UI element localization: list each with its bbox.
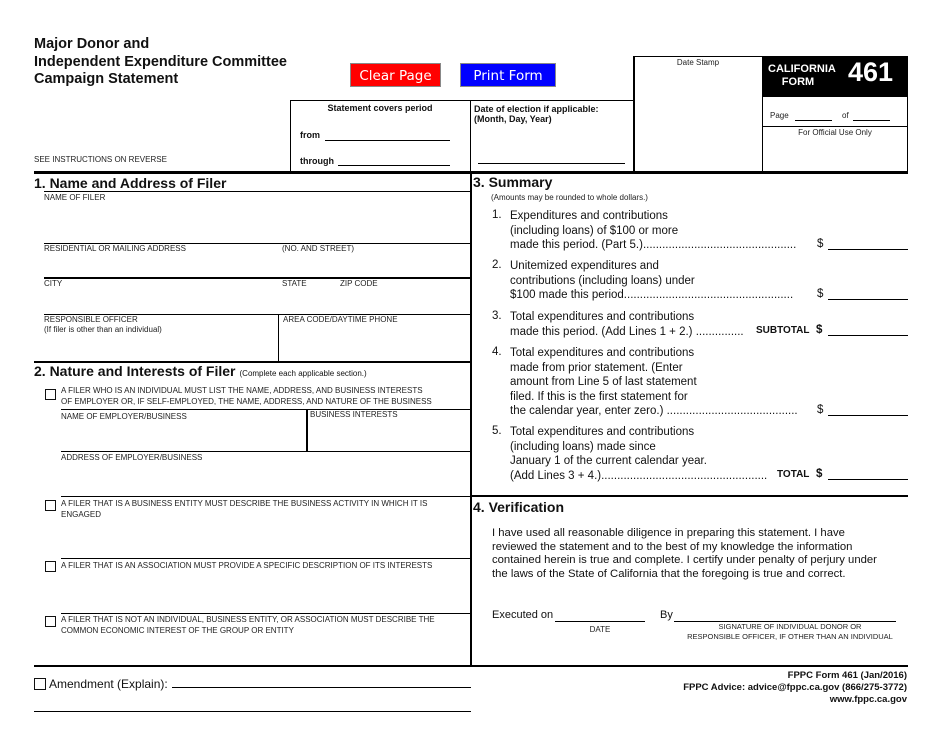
zip-label: ZIP CODE <box>340 279 378 288</box>
association-checkbox[interactable] <box>45 561 56 572</box>
summary-text-line: filed. If this is the first statement for <box>510 390 688 403</box>
page-total-input[interactable] <box>853 110 890 121</box>
date-stamp-label: Date Stamp <box>676 58 720 67</box>
amendment-explain-input-1[interactable] <box>172 674 471 688</box>
bottom-rule <box>34 665 908 667</box>
title-line-1: Major Donor and <box>34 36 150 52</box>
footer-advice: FPPC Advice: advice@fppc.ca.gov (866/275-3772) <box>683 682 907 693</box>
signature-caption-line: RESPONSIBLE OFFICER, IF OTHER THAN AN INDIVIDUAL <box>687 632 893 641</box>
election-date-input[interactable] <box>478 150 625 164</box>
summary-line-4-text <box>510 346 810 419</box>
name-of-filer-label: NAME OF FILER <box>44 193 106 202</box>
election-date-label <box>474 104 599 124</box>
form-number-badge <box>762 56 908 97</box>
summary-text-line: made this period. (Add Lines 1 + 2.) ............... <box>510 325 744 338</box>
summary-text-line: contributions (including loans) under <box>510 274 695 287</box>
executed-date-input[interactable] <box>555 608 645 622</box>
election-date-label-line2: (Month, Day, Year) <box>474 114 552 124</box>
phone-input[interactable] <box>283 341 468 355</box>
summary-text-line: January 1 of the current calendar year. <box>510 455 707 467</box>
divider <box>762 126 908 127</box>
verification-line: contained herein is true and complete. I certify under penalty of perjury under <box>492 554 877 566</box>
responsible-officer-input[interactable] <box>44 341 276 355</box>
section2-title <box>34 363 367 379</box>
summary-text-line: Total expenditures and contributions <box>510 426 695 438</box>
other-filer-text <box>61 615 435 636</box>
total-input[interactable] <box>828 466 908 480</box>
signature-caption-line: SIGNATURE OF INDIVIDUAL DONOR OR <box>718 622 862 631</box>
individual-filer-text <box>61 386 432 407</box>
mailing-address-input[interactable] <box>44 259 470 273</box>
subtotal-label: SUBTOTAL <box>756 325 810 336</box>
clear-page-button[interactable]: Clear Page <box>350 63 441 87</box>
summary-text-line: amount from Line 5 of last statement <box>510 376 697 388</box>
divider <box>44 191 470 192</box>
summary-text-line: Unitemized expenditures and <box>510 260 659 272</box>
summary-text-line: the calendar year, enter zero.) ......................................... <box>510 405 798 417</box>
summary-text-line: Expenditures and contributions <box>510 210 668 222</box>
summary-line-3-text <box>510 310 755 339</box>
signature-input[interactable] <box>674 608 896 622</box>
print-form-button[interactable]: Print Form <box>460 63 556 87</box>
summary-text-line: (including loans) of $100 or more <box>510 224 679 237</box>
footer-info <box>683 670 907 706</box>
of-label: of <box>842 111 849 120</box>
divider <box>306 409 308 452</box>
total-label: TOTAL <box>777 469 810 480</box>
period-from-input[interactable] <box>325 127 450 141</box>
summary-line-3-number: 3. <box>492 310 502 322</box>
phone-label: AREA CODE/DAYTIME PHONE <box>283 315 398 324</box>
mailing-address-label: RESIDENTIAL OR MAILING ADDRESS <box>44 244 186 253</box>
dollar-sign: $ <box>817 288 824 300</box>
individual-filer-checkbox[interactable] <box>45 389 56 400</box>
summary-line-1-text <box>510 209 810 253</box>
divider <box>471 495 908 497</box>
section2-title-text: 2. Nature and Interests of Filer <box>34 363 236 379</box>
summary-text-line: Total expenditures and contributions <box>510 311 695 323</box>
page-label: Page <box>770 111 789 120</box>
date-caption: DATE <box>589 625 611 634</box>
option-text-line: COMMON ECONOMIC INTEREST OF THE GROUP OR ENTITY <box>61 625 294 635</box>
amendment-label: Amendment (Explain): <box>49 677 168 691</box>
state-label: STATE <box>282 279 307 288</box>
title-line-2: Independent Expenditure Committee <box>34 53 287 70</box>
summary-line-5-number: 5. <box>492 425 502 437</box>
column-divider <box>470 174 472 666</box>
period-through-input[interactable] <box>338 152 450 166</box>
by-label: By <box>660 609 673 621</box>
section3-note: (Amounts may be rounded to whole dollars.) <box>491 193 648 202</box>
statement-period-heading: Statement covers period <box>327 103 433 113</box>
section4-title: 4. Verification <box>473 499 565 515</box>
verification-line: the laws of the State of California that the foregoing is true and correct. <box>492 567 846 580</box>
summary-line-5-text <box>510 425 774 483</box>
footer-website: www.fppc.ca.gov <box>829 694 907 705</box>
divider <box>61 558 471 559</box>
section3-title: 3. Summary <box>473 174 553 190</box>
option-text-line: A FILER WHO IS AN INDIVIDUAL MUST LIST THE NAME, ADDRESS, AND BUSINESS INTERESTS <box>61 386 423 395</box>
divider <box>290 100 634 101</box>
title-line-3: Campaign Statement <box>34 71 179 87</box>
divider <box>61 613 471 614</box>
through-label: through <box>300 156 334 166</box>
option-text-line: ENGAGED <box>61 509 102 519</box>
summary-text-line: made this period. (Part 5.)................................................ <box>510 239 797 251</box>
form-number: 461 <box>848 57 894 87</box>
amendment-checkbox[interactable] <box>34 678 46 690</box>
summary-text-line: (Add Lines 3 + 4.).................................................... <box>510 469 768 482</box>
official-use-label: For Official Use Only <box>798 128 872 137</box>
dollar-sign: $ <box>817 238 824 250</box>
subtotal-input[interactable] <box>828 322 908 336</box>
other-filer-checkbox[interactable] <box>45 616 56 627</box>
city-label: CITY <box>44 279 63 288</box>
summary-line-4-number: 4. <box>492 346 502 358</box>
employer-name-label: NAME OF EMPLOYER/BUSINESS <box>61 412 187 421</box>
form-title <box>34 36 287 89</box>
divider <box>61 496 471 497</box>
responsible-officer-note: (If filer is other than an individual) <box>44 325 162 334</box>
verification-line: I have used all reasonable diligence in preparing this statement. I have <box>492 527 845 539</box>
badge-line-2: FORM <box>781 76 815 88</box>
summary-line-2-text <box>510 259 810 303</box>
dollar-sign: $ <box>816 324 823 336</box>
summary-line-4-input[interactable] <box>828 402 908 416</box>
dollar-sign: $ <box>817 404 824 416</box>
verification-statement <box>492 527 877 581</box>
executed-on-label: Executed on <box>492 609 554 621</box>
option-text-line: A FILER THAT IS NOT AN INDIVIDUAL, BUSINESS ENTITY, OR ASSOCIATION MUST DESCRIBE THE <box>61 615 435 624</box>
verification-line: reviewed the statement and to the best of my knowledge the information <box>492 540 853 553</box>
divider <box>44 277 470 279</box>
summary-text-line: (including loans) made since <box>510 440 656 453</box>
option-text-line: OF EMPLOYER OR, IF SELF-EMPLOYED, THE NAME, ADDRESS, AND NATURE OF THE BUSINESS <box>61 396 432 406</box>
responsible-officer-label: RESPONSIBLE OFFICER <box>44 315 138 324</box>
section1-title: 1. Name and Address of Filer <box>34 175 227 191</box>
summary-line-1-input[interactable] <box>828 236 908 250</box>
city-state-zip-input[interactable] <box>44 293 470 307</box>
page-number-input[interactable] <box>795 110 832 121</box>
employer-address-label: ADDRESS OF EMPLOYER/BUSINESS <box>61 453 203 462</box>
dollar-sign: $ <box>816 468 823 480</box>
divider <box>633 56 635 172</box>
no-and-street-label: (NO. AND STREET) <box>282 244 355 253</box>
business-interests-label: BUSINESS INTERESTS <box>310 410 398 419</box>
option-text-line: A FILER THAT IS A BUSINESS ENTITY MUST DESCRIBE THE BUSINESS ACTIVITY IN WHICH IT IS <box>61 499 428 508</box>
see-instructions-note: SEE INSTRUCTIONS ON REVERSE <box>34 155 167 164</box>
summary-line-1-number: 1. <box>492 209 502 221</box>
badge-line-1: CALIFORNIA <box>768 63 836 75</box>
section2-note: (Complete each applicable section.) <box>239 369 367 378</box>
summary-text-line: Total expenditures and contributions <box>510 347 695 359</box>
divider <box>278 314 279 361</box>
election-date-label-line1: Date of election if applicable: <box>474 104 599 114</box>
signature-caption <box>674 622 906 642</box>
summary-line-2-number: 2. <box>492 259 502 271</box>
association-text: A FILER THAT IS AN ASSOCIATION MUST PROVIDE A SPECIFIC DESCRIPTION OF ITS INTERESTS <box>61 561 433 570</box>
business-entity-checkbox[interactable] <box>45 500 56 511</box>
amendment-explain-input-2[interactable] <box>34 698 471 712</box>
name-of-filer-input[interactable] <box>44 222 470 236</box>
divider <box>61 451 471 452</box>
divider <box>61 409 471 410</box>
footer-form-id: FPPC Form 461 (Jan/2016) <box>787 670 907 681</box>
from-label: from <box>300 130 320 140</box>
summary-text-line: $100 made this period..................................................... <box>510 289 794 301</box>
divider <box>470 100 471 172</box>
summary-line-2-input[interactable] <box>828 286 908 300</box>
business-entity-text <box>61 499 427 520</box>
summary-text-line: made from prior statement. (Enter <box>510 361 683 374</box>
